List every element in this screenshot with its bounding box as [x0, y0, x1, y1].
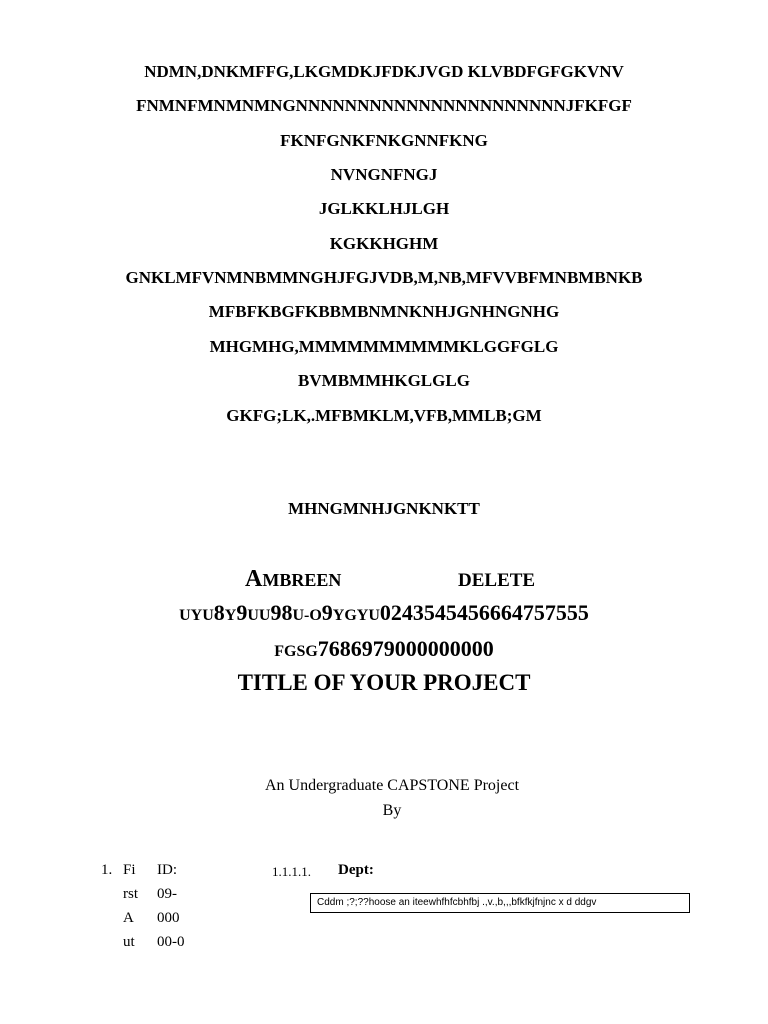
first-author-fragment: Fi: [123, 862, 136, 878]
id-segment: 8: [213, 600, 225, 625]
id-fragment: 09-: [157, 886, 177, 902]
author-name-rest: MBREEN: [262, 570, 342, 590]
id-segment: 9: [236, 600, 248, 625]
header-line: FKNFGNKFNKGNNFKNG: [280, 131, 488, 150]
code-segment: FGSG: [274, 643, 318, 660]
id-fragment: ID:: [157, 862, 177, 878]
first-author-fragment: rst: [123, 886, 138, 902]
first-author-fragment: ut: [123, 934, 135, 950]
header-line: GNKLMFVNMNBMMNGHJFGJVDB,M,NB,MFVVBFMNBMBNKB: [125, 268, 643, 287]
id-fragment: 00-0: [157, 934, 185, 950]
id-segment: UU: [247, 607, 271, 624]
author-line: [0, 566, 768, 598]
header-line: JGLKKLHJLGH: [318, 199, 450, 218]
list-number: 1.: [101, 862, 113, 878]
id-segment: 9: [321, 600, 333, 625]
author-name-initial: A: [245, 566, 263, 592]
header-line: BVMBMMHKGLGLG: [298, 371, 470, 390]
project-title: TITLE OF YOUR PROJECT: [237, 670, 531, 695]
header-line: KGKKHGHM: [329, 234, 439, 253]
id-segment: Y: [224, 607, 237, 624]
delete-label: DELETE: [458, 570, 536, 591]
heading-number: 1.1.1.1.: [272, 864, 311, 879]
header-line: MHNGMNHJGNKNKTT: [288, 499, 480, 518]
code-segment: 7686979000000000: [317, 636, 494, 661]
id-segment: YGYU: [332, 607, 380, 624]
header-line: FNMNFMNMNMNGNNNNNNNNNNNNNNNNNNNNNNJFKFGF: [136, 96, 632, 115]
header-line: NVNGNFNGJ: [330, 165, 438, 184]
id-fragment: 000: [157, 910, 180, 926]
subtitle: An Undergraduate CAPSTONE Project: [264, 777, 520, 794]
header-line: MHGMHG,MMMMMMMMMMKLGGFGLG: [209, 337, 559, 356]
id-line: [0, 600, 768, 626]
header-line: MFBFKBGFKBBMBNMNKNHJGNHNGNHG: [208, 302, 560, 321]
dept-dropdown[interactable]: Cddm ;?;??hoose an iteewhfhfcbhfbj .,v.,b,,,bfkfkjfnjnc x d ddgv: [310, 893, 690, 913]
id-segment: 0243545456664757555: [379, 600, 589, 625]
author-name: [245, 566, 341, 593]
code-line: [0, 636, 768, 662]
header-line: NDMN,DNKMFFG,LKGMDKJFDKJVGD KLVBDFGFGKVNV: [144, 62, 624, 81]
header-line: GKFG;LK,.MFBMKLM,VFB,MMLB;GM: [226, 406, 542, 425]
id-segment: UYU: [179, 607, 214, 624]
first-author-fragment: A: [123, 910, 134, 926]
dept-label: Dept:: [338, 862, 374, 878]
id-segment: U-O: [292, 607, 322, 624]
id-segment: 98: [270, 600, 293, 625]
by-label: By: [382, 802, 402, 819]
